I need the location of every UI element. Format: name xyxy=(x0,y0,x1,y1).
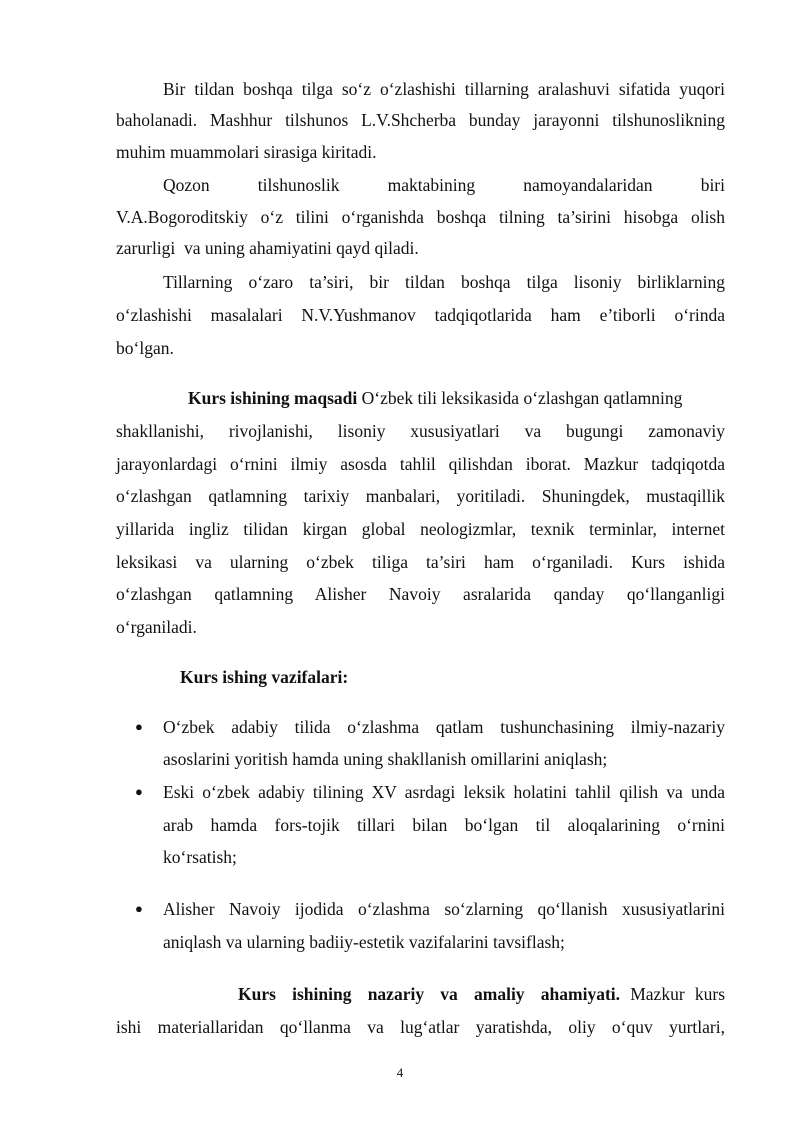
bullet-2-line-1: Eski o‘zbek adabiy tilining XV asrdagi leksik holatini tahlil qilish va unda xyxy=(163,782,725,802)
bullet-marker-3: ● xyxy=(135,901,143,916)
purpose-line-8: o‘rganiladi. xyxy=(116,617,197,637)
purpose-line-2: shakllanishi, rivojlanishi, lisoniy xususiyatlari va bugungi zamonaviy xyxy=(116,421,725,441)
paragraph-2-line-2: V.A.Bogoroditskiy o‘z tilini o‘rganishda boshqa tilning ta’sirini hisobga olish xyxy=(116,207,725,227)
bullet-marker-2: ● xyxy=(135,784,143,799)
significance-line-2: ishi materiallaridan qo‘llanma va lug‘atlar yaratishda, oliy o‘quv yurtlari, xyxy=(116,1017,725,1037)
purpose-line-1-text: O‘zbek tili leksikasida o‘zlashgan qatlamning xyxy=(357,388,683,408)
significance-line-1-text: Mazkur kurs xyxy=(620,984,726,1004)
bullet-2-line-3: ko‘rsatish; xyxy=(163,847,237,867)
bullet-1-line-2: asoslarini yoritish hamda uning shakllanish omillarini aniqlash; xyxy=(163,749,608,769)
paragraph-2-line-3: zarurligi va uning ahamiyatini qayd qiladi. xyxy=(116,238,419,258)
significance-heading: Kurs ishining nazariy va amaliy ahamiyati. xyxy=(238,984,621,1004)
paragraph-3-line-2: o‘zlashishi masalalari N.V.Yushmanov tadqiqotlarida ham e’tiborli o‘rinda xyxy=(116,305,725,325)
paragraph-3-line-3: bo‘lgan. xyxy=(116,338,174,358)
purpose-line-1 xyxy=(188,387,725,409)
bullet-1-line-1: O‘zbek adabiy tilida o‘zlashma qatlam tushunchasining ilmiy-nazariy xyxy=(163,717,725,737)
bullet-marker-1: ● xyxy=(135,719,143,734)
purpose-line-6: leksikasi va ularning o‘zbek tiliga ta’siri ham o‘rganiladi. Kurs ishida xyxy=(116,552,725,572)
purpose-line-3: jarayonlardagi o‘rnini ilmiy asosda tahlil qilishdan iborat. Mazkur tadqiqotda xyxy=(116,454,725,474)
paragraph-1-line-2: baholanadi. Mashhur tilshunos L.V.Shcherba bunday jarayonni tilshunoslikning xyxy=(116,110,725,130)
paragraph-3-line-1: Tillarning o‘zaro ta’siri, bir tildan boshqa tilga lisoniy birliklarning xyxy=(163,272,725,292)
paragraph-2-line-1: Qozon tilshunoslik maktabining namoyandalaridan biri xyxy=(163,175,725,195)
paragraph-1-line-3: muhim muammolari sirasiga kiritadi. xyxy=(116,142,377,162)
bullet-2-line-2: arab hamda fors-tojik tillari bilan bo‘lgan til aloqalarining o‘rnini xyxy=(163,815,725,835)
tasks-heading: Kurs ishing vazifalari: xyxy=(180,667,349,687)
purpose-line-5: yillarida ingliz tilidan kirgan global neologizmlar, texnik terminlar, internet xyxy=(116,519,725,539)
page-number: 4 xyxy=(396,1065,404,1080)
bullet-3-line-2: aniqlash va ularning badiiy-estetik vazifalarini tavsiflash; xyxy=(163,932,565,952)
purpose-line-7: o‘zlashgan qatlamning Alisher Navoiy asralarida qanday qo‘llanganligi xyxy=(116,584,725,604)
significance-line-1 xyxy=(238,983,725,1005)
purpose-line-4: o‘zlashgan qatlamning tarixiy manbalari, yoritiladi. Shuningdek, mustaqillik xyxy=(116,486,725,506)
purpose-heading: Kurs ishining maqsadi xyxy=(188,388,358,408)
bullet-3-line-1: Alisher Navoiy ijodida o‘zlashma so‘zlarning qo‘llanish xususiyatlarini xyxy=(163,899,725,919)
paragraph-1-line-1: Bir tildan boshqa tilga so‘z o‘zlashishi tillarning aralashuvi sifatida yuqori xyxy=(163,79,725,99)
